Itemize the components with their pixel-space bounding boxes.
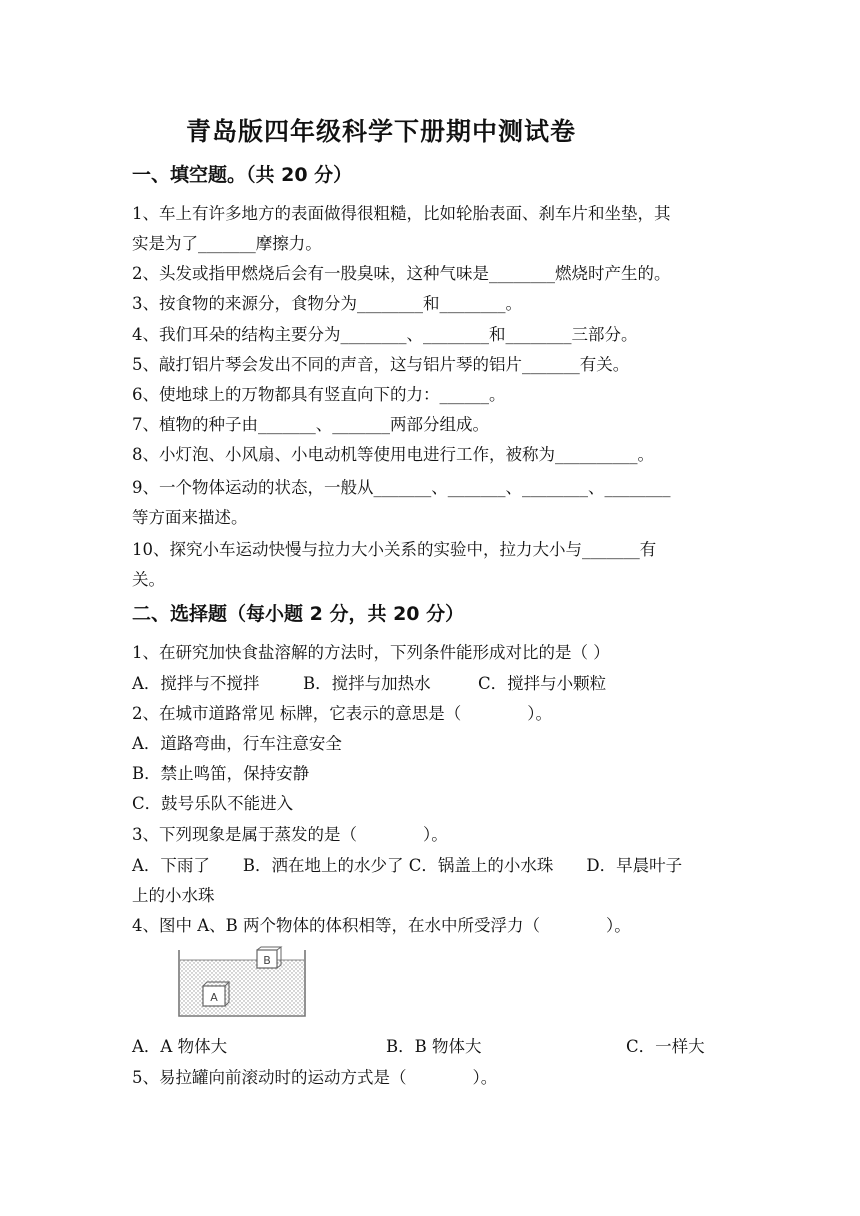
question-line: 关。 (132, 570, 165, 589)
section-heading-fill-blank: 一、填空题。（共 20 分） (132, 164, 353, 186)
question-line: 3、按食物的来源分，食物分为________和________。 (132, 294, 522, 313)
option-a: A．搅拌与不搅拌 (132, 674, 260, 693)
question-line: 5、敲打铝片琴会发出不同的声音，这与铝片琴的铝片_______有关。 (132, 355, 630, 374)
options-line: A．下雨了 B．洒在地上的水少了 C．锅盖上的小水珠 D．早晨叶子 (132, 856, 683, 875)
option-c: C．鼓号乐队不能进入 (132, 794, 294, 813)
option-a: A．A 物体大 (132, 1037, 228, 1056)
options-row (132, 673, 732, 695)
question-stem: 2、在城市道路常见 标牌，它表示的意思是（ ）。 (132, 704, 552, 723)
question-line: 10、探究小车运动快慢与拉力大小关系的实验中，拉力大小与_______有 (132, 540, 657, 559)
option-c: C．一样大 (626, 1037, 705, 1056)
question-line: 7、植物的种子由_______、_______两部分组成。 (132, 415, 489, 434)
buoyancy-figure (177, 946, 307, 1020)
object-b (257, 947, 281, 968)
question-stem: 1、在研究加快食盐溶解的方法时，下列条件能形成对比的是（ ） (132, 643, 610, 662)
option-b: B．B 物体大 (386, 1037, 482, 1056)
question-line: 6、使地球上的万物都具有竖直向下的力：______。 (132, 385, 506, 404)
question-line: 4、我们耳朵的结构主要分为________、________和________三部分。 (132, 325, 638, 344)
question-stem: 4、图中 A、B 两个物体的体积相等，在水中所受浮力（ ）。 (132, 916, 631, 935)
page-title: 青岛版四年级科学下册期中测试卷 (186, 117, 577, 146)
question-line: 9、一个物体运动的状态，一般从_______、_______、________、________ (132, 478, 671, 497)
section-heading-multiple-choice: 二、选择题（每小题 2 分，共 20 分） (132, 603, 465, 625)
question-line: 2、头发或指甲燃烧后会有一股臭味，这种气味是________燃烧时产生的。 (132, 264, 671, 283)
question-line: 等方面来描述。 (132, 508, 248, 527)
question-line: 8、小灯泡、小风扇、小电动机等使用电进行工作，被称为__________。 (132, 445, 654, 464)
option-b: B．禁止鸣笛，保持安静 (132, 764, 310, 783)
water (180, 960, 304, 1015)
option-b: B．搅拌与加热水 (303, 674, 431, 693)
question-line: 实是为了_______摩擦力。 (132, 234, 322, 253)
question-stem: 5、易拉罐向前滚动时的运动方式是（ ）。 (132, 1068, 498, 1087)
question-line: 1、车上有许多地方的表面做得很粗糙，比如轮胎表面、刹车片和坐垫，其 (132, 204, 671, 223)
question-stem: 3、下列现象是属于蒸发的是（ ）。 (132, 825, 448, 844)
options-row (132, 1036, 732, 1058)
object-a (203, 982, 229, 1006)
options-line: 上的小水珠 (132, 886, 215, 905)
label-b: B (263, 954, 271, 967)
label-a: A (210, 991, 218, 1004)
option-a: A．道路弯曲，行车注意安全 (132, 734, 342, 753)
option-c: C．搅拌与小颗粒 (478, 674, 607, 693)
